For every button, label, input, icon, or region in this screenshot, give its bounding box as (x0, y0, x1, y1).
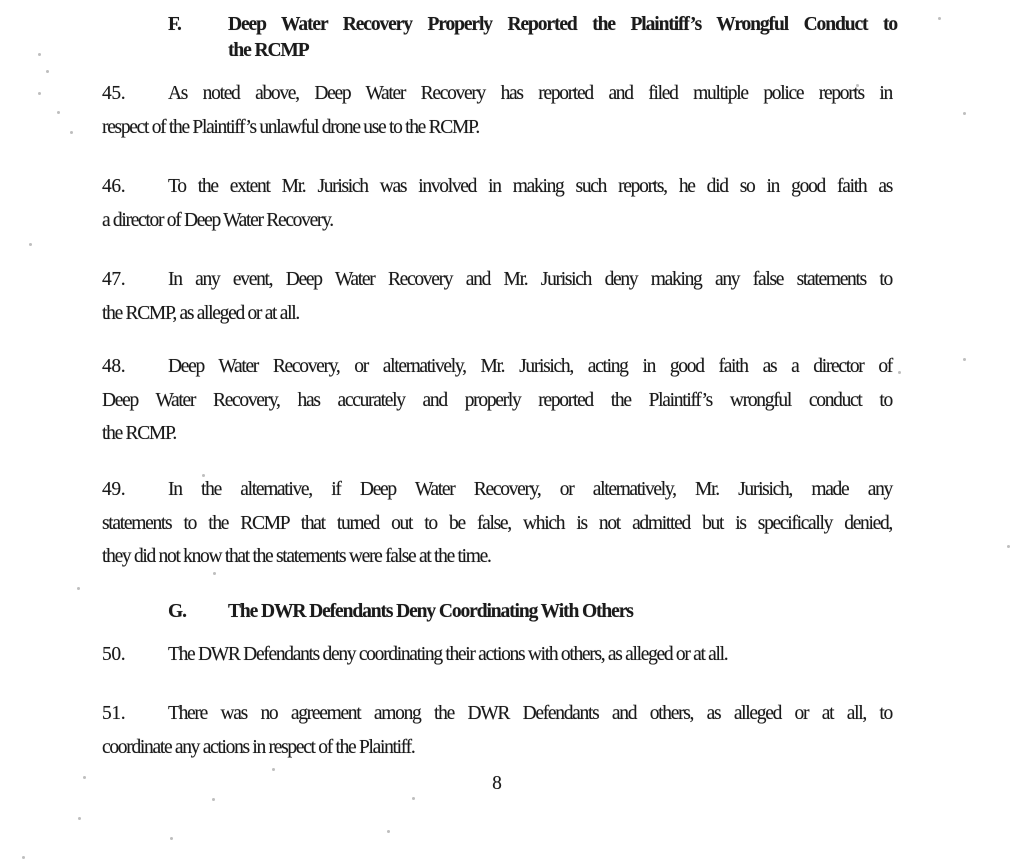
scan-speck (412, 797, 415, 800)
paragraph-line (102, 263, 892, 297)
paragraph-text: As noted above, Deep Water Recovery has reported and filed multiple police reports in (168, 83, 892, 104)
paragraph-46 (102, 170, 892, 237)
section-letter: F. (168, 14, 181, 35)
paragraph-49 (102, 473, 892, 574)
scan-speck (57, 111, 60, 114)
paragraph-number: 47. (102, 269, 126, 290)
scan-speck (29, 243, 32, 246)
scan-speck (856, 84, 859, 87)
scan-speck (170, 837, 173, 840)
paragraph-line: statements to the RCMP that turned out to be false, which is not admitted but is specifically denied, (102, 512, 892, 534)
scan-speck (202, 474, 205, 477)
paragraph-text: The DWR Defendants deny coordinating their actions with others, as alleged or at all. (168, 644, 728, 665)
paragraph-line (102, 350, 892, 384)
paragraph-line: Deep Water Recovery, has accurately and properly reported the Plaintiff’s wrongful conduct to (102, 389, 892, 411)
section-letter: G. (168, 601, 186, 622)
scan-speck (46, 70, 49, 73)
paragraph-text: In any event, Deep Water Recovery and Mr. Jurisich deny making any false statements to (168, 269, 892, 290)
scan-speck (212, 798, 215, 801)
paragraph-line: they did not know that the statements were false at the time. (102, 546, 491, 567)
paragraph-45 (102, 77, 892, 144)
paragraph-number: 46. (102, 176, 126, 197)
paragraph-text: To the extent Mr. Jurisich was involved in making such reports, he did so in good faith as (168, 176, 892, 197)
paragraph-line (102, 170, 892, 204)
section-title (228, 12, 897, 64)
heading-line: the RCMP (228, 40, 309, 61)
section-heading-f (168, 12, 897, 64)
scan-speck (38, 92, 41, 95)
paragraph-line (102, 473, 892, 507)
scan-speck (77, 587, 80, 590)
paragraph-47 (102, 263, 892, 330)
heading-line: Deep Water Recovery Properly Reported the Plaintiff’s Wrongful Conduct to (228, 14, 897, 35)
paragraph-number: 51. (102, 703, 126, 724)
paragraph-line (102, 77, 892, 111)
scan-speck (70, 131, 73, 134)
scan-speck (963, 358, 966, 361)
paragraph-text: Deep Water Recovery, or alternatively, Mr. Jurisich, acting in good faith as a director of (168, 356, 892, 377)
heading-line: The DWR Defendants Deny Coordinating With Others (228, 601, 633, 622)
scan-speck (1007, 545, 1010, 548)
paragraph-number: 50. (102, 644, 126, 665)
paragraph-text: In the alternative, if Deep Water Recovery, or alternatively, Mr. Jurisich, made any (168, 479, 892, 500)
paragraph-number: 45. (102, 83, 126, 104)
paragraph-line: the RCMP, as alleged or at all. (102, 302, 299, 324)
scan-speck (83, 776, 86, 779)
scan-speck (213, 572, 216, 575)
scan-speck (387, 830, 390, 833)
paragraph-line (102, 697, 892, 731)
paragraph-line: coordinate any actions in respect of the Plaintiff. (102, 736, 415, 758)
paragraph-48 (102, 350, 892, 451)
scan-speck (938, 17, 941, 20)
section-title (228, 599, 897, 625)
paragraph-line (102, 638, 892, 672)
scan-speck (898, 371, 901, 374)
paragraph-line: a director of Deep Water Recovery. (102, 209, 333, 231)
section-heading-g (168, 599, 897, 625)
paragraph-number: 49. (102, 479, 126, 500)
scan-speck (78, 817, 81, 820)
paragraph-text: There was no agreement among the DWR Defendants and others, as alleged or at all, to (168, 703, 892, 724)
paragraph-50 (102, 638, 892, 672)
page-number: 8 (492, 773, 502, 794)
paragraph-line: the RCMP. (102, 423, 176, 444)
scan-speck (272, 768, 275, 771)
paragraph-line: respect of the Plaintiff’s unlawful drone use to the RCMP. (102, 116, 480, 138)
paragraph-number: 48. (102, 356, 126, 377)
scan-speck (38, 53, 41, 56)
paragraph-51 (102, 697, 892, 764)
scan-speck (22, 856, 25, 859)
scan-speck (963, 112, 966, 115)
